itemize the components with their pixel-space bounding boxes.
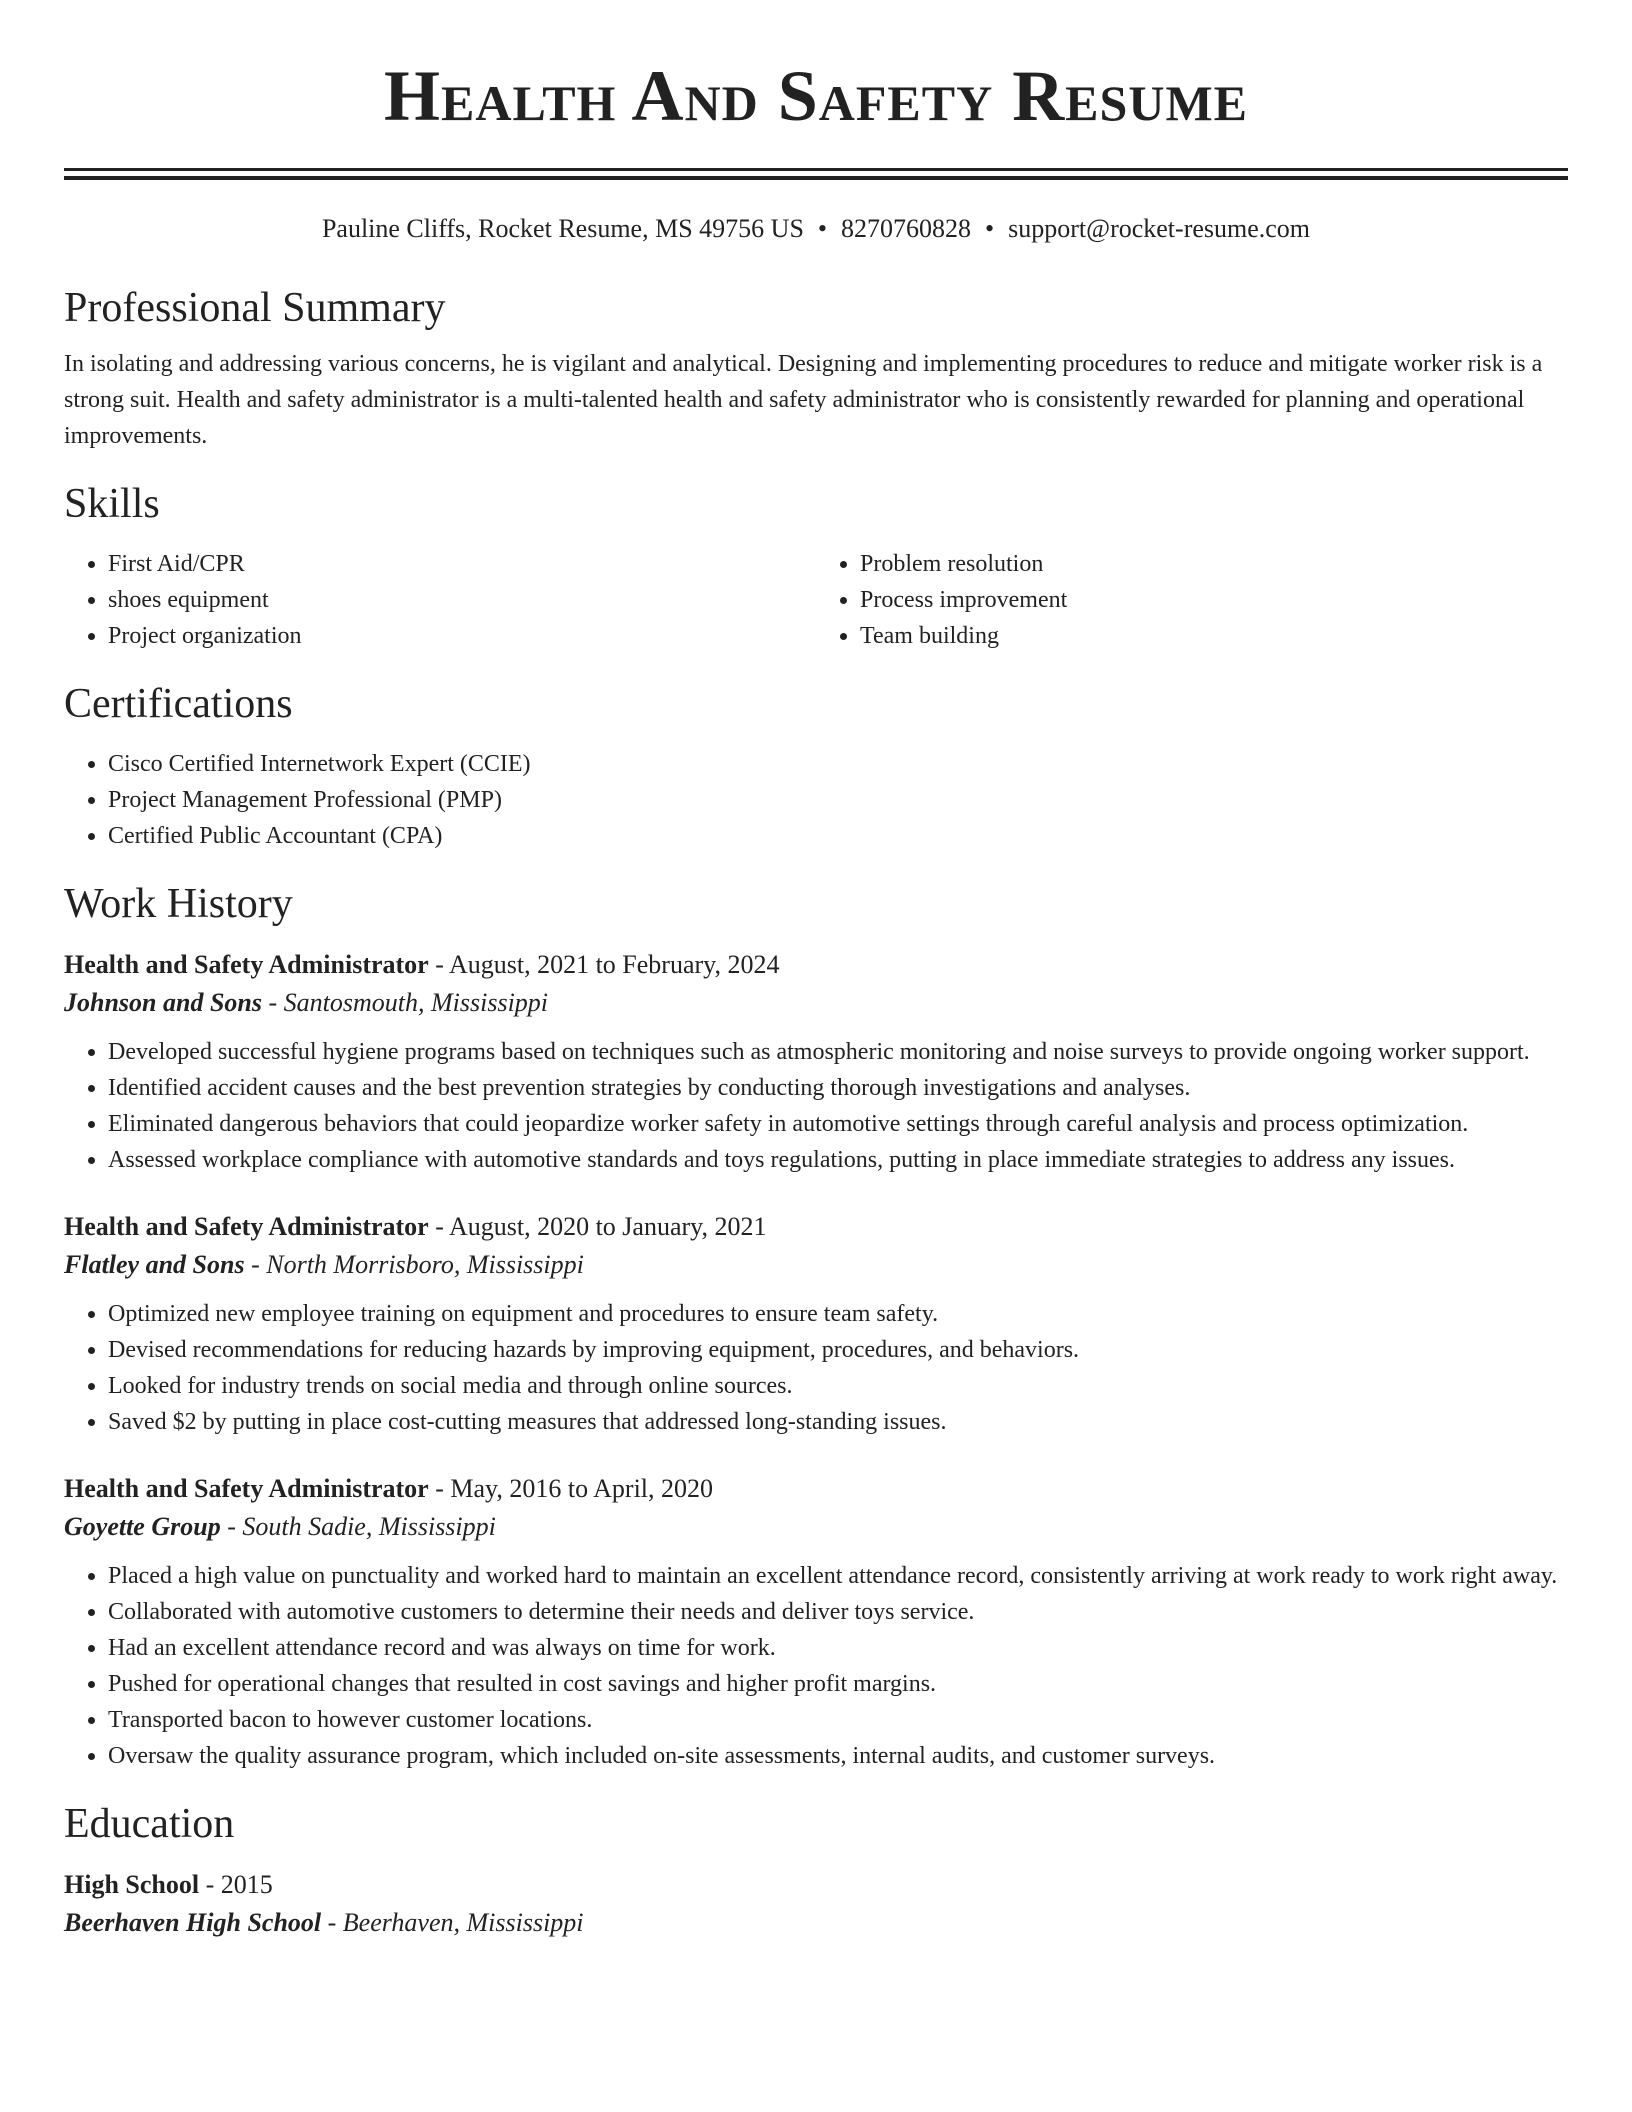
- job-location: - Santosmouth, Mississippi: [262, 988, 549, 1017]
- job-bullet: • Pushed for operational changes that resulted in cost savings and higher profit margins.: [108, 1666, 1568, 1702]
- job-title: Health and Safety Administrator: [64, 1212, 429, 1241]
- job-bullet: • Had an excellent attendance record and was always on time for work.: [108, 1630, 1568, 1666]
- job-company: Flatley and Sons: [64, 1250, 245, 1279]
- job-location: - North Morrisboro, Mississippi: [244, 1250, 584, 1279]
- certification-item: • Cisco Certified Internetwork Expert (CCIE): [108, 746, 1568, 782]
- job-bullet: • Developed successful hygiene programs based on techniques such as atmospheric monitoring and noise surveys to provide ongoing worker support.: [108, 1034, 1568, 1070]
- work-history-section: [64, 876, 1568, 1774]
- certification-item: • Project Management Professional (PMP): [108, 782, 1568, 818]
- job-bullet: • Placed a high value on punctuality and worked hard to maintain an excellent attendance record, consistently arriving at work ready to work right away.: [108, 1558, 1568, 1594]
- job-location: - South Sadie, Mississippi: [220, 1512, 496, 1541]
- skill-item: • Project organization: [108, 618, 816, 654]
- skills-columns: [64, 546, 1568, 654]
- job-bullet: • Identified accident causes and the best prevention strategies by conducting thorough investigations and analyses.: [108, 1070, 1568, 1106]
- skill-item: • First Aid/CPR: [108, 546, 816, 582]
- job-header: [64, 1208, 1568, 1246]
- certifications-list: [64, 746, 1568, 854]
- certification-item: • Certified Public Accountant (CPA): [108, 818, 1568, 854]
- job-entry: [64, 946, 1568, 1178]
- title-divider: [64, 168, 1568, 180]
- job-bullets: [64, 1034, 1568, 1178]
- job-bullets: [64, 1558, 1568, 1774]
- job-dates: - May, 2016 to April, 2020: [428, 1474, 714, 1503]
- summary-heading: Professional Summary: [64, 285, 446, 331]
- resume-title: Health And Safety Resume: [383, 56, 1248, 136]
- job-employer: [64, 1246, 1568, 1284]
- job-title: Health and Safety Administrator: [64, 950, 429, 979]
- contact-separator: •: [985, 214, 995, 243]
- contact-phone: 8270760828: [841, 214, 972, 243]
- education-school-line: [64, 1904, 1568, 1942]
- contact-address: Pauline Cliffs, Rocket Resume, MS 49756 US: [321, 214, 804, 243]
- job-bullet: • Eliminated dangerous behaviors that could jeopardize worker safety in automotive settings through careful analysis and process optimization.: [108, 1106, 1568, 1142]
- skill-item: • Problem resolution: [860, 546, 1568, 582]
- contact-separator: •: [817, 214, 828, 243]
- job-employer: [64, 984, 1568, 1022]
- contact-email: support@rocket-resume.com: [1008, 214, 1311, 243]
- job-entry: [64, 1470, 1568, 1774]
- education-header: [64, 1866, 1568, 1904]
- work-history-heading: Work History: [64, 881, 293, 927]
- job-bullet: • Transported bacon to however customer locations.: [108, 1702, 1568, 1738]
- job-company: Goyette Group: [64, 1512, 221, 1541]
- education-section: [64, 1796, 1568, 1942]
- skills-section: [64, 476, 1568, 654]
- contact-line: [64, 212, 1568, 246]
- job-bullet: • Looked for industry trends on social media and through online sources.: [108, 1368, 1568, 1404]
- job-bullet: • Optimized new employee training on equipment and procedures to ensure team safety.: [108, 1296, 1568, 1332]
- skill-item: • shoes equipment: [108, 582, 816, 618]
- job-entry: [64, 1208, 1568, 1440]
- job-bullet: • Saved $2 by putting in place cost-cutting measures that addressed long-standing issues.: [108, 1404, 1568, 1440]
- job-dates: - August, 2020 to January, 2021: [428, 1212, 767, 1241]
- skill-item: • Team building: [860, 618, 1568, 654]
- job-header: [64, 1470, 1568, 1508]
- job-employer: [64, 1508, 1568, 1546]
- education-heading: Education: [64, 1801, 235, 1847]
- education-school: Beerhaven High School: [64, 1908, 322, 1937]
- job-title: Health and Safety Administrator: [64, 1474, 429, 1503]
- education-degree: High School: [64, 1870, 200, 1899]
- education-location: - Beerhaven, Mississippi: [321, 1908, 584, 1937]
- skills-list-right: [816, 546, 1568, 654]
- skill-item: • Process improvement: [860, 582, 1568, 618]
- job-bullet: • Oversaw the quality assurance program, which included on-site assessments, internal audits, and customer surveys.: [108, 1738, 1568, 1774]
- certifications-heading: Certifications: [64, 681, 293, 727]
- job-header: [64, 946, 1568, 984]
- job-bullet: • Collaborated with automotive customers to determine their needs and deliver toys service.: [108, 1594, 1568, 1630]
- job-dates: - August, 2021 to February, 2024: [428, 950, 780, 979]
- skills-heading: Skills: [64, 481, 160, 527]
- education-year: - 2015: [199, 1870, 273, 1899]
- job-bullet: • Devised recommendations for reducing hazards by improving equipment, procedures, and behaviors.: [108, 1332, 1568, 1368]
- job-company: Johnson and Sons: [64, 988, 262, 1017]
- summary-text: In isolating and addressing various concerns, he is vigilant and analytical. Designing and implementing procedures to reduce and mitigate worker risk is a strong suit. Health and safety administrator is a multi-talented health and safety administrator who is consistently rewarded for planning and operational improvements.: [64, 351, 1543, 449]
- job-bullet: • Assessed workplace compliance with automotive standards and toys regulations, putting in place immediate strategies to address any issues.: [108, 1142, 1568, 1178]
- certifications-section: [64, 676, 1568, 854]
- job-bullets: [64, 1296, 1568, 1440]
- skills-list-left: [64, 546, 816, 654]
